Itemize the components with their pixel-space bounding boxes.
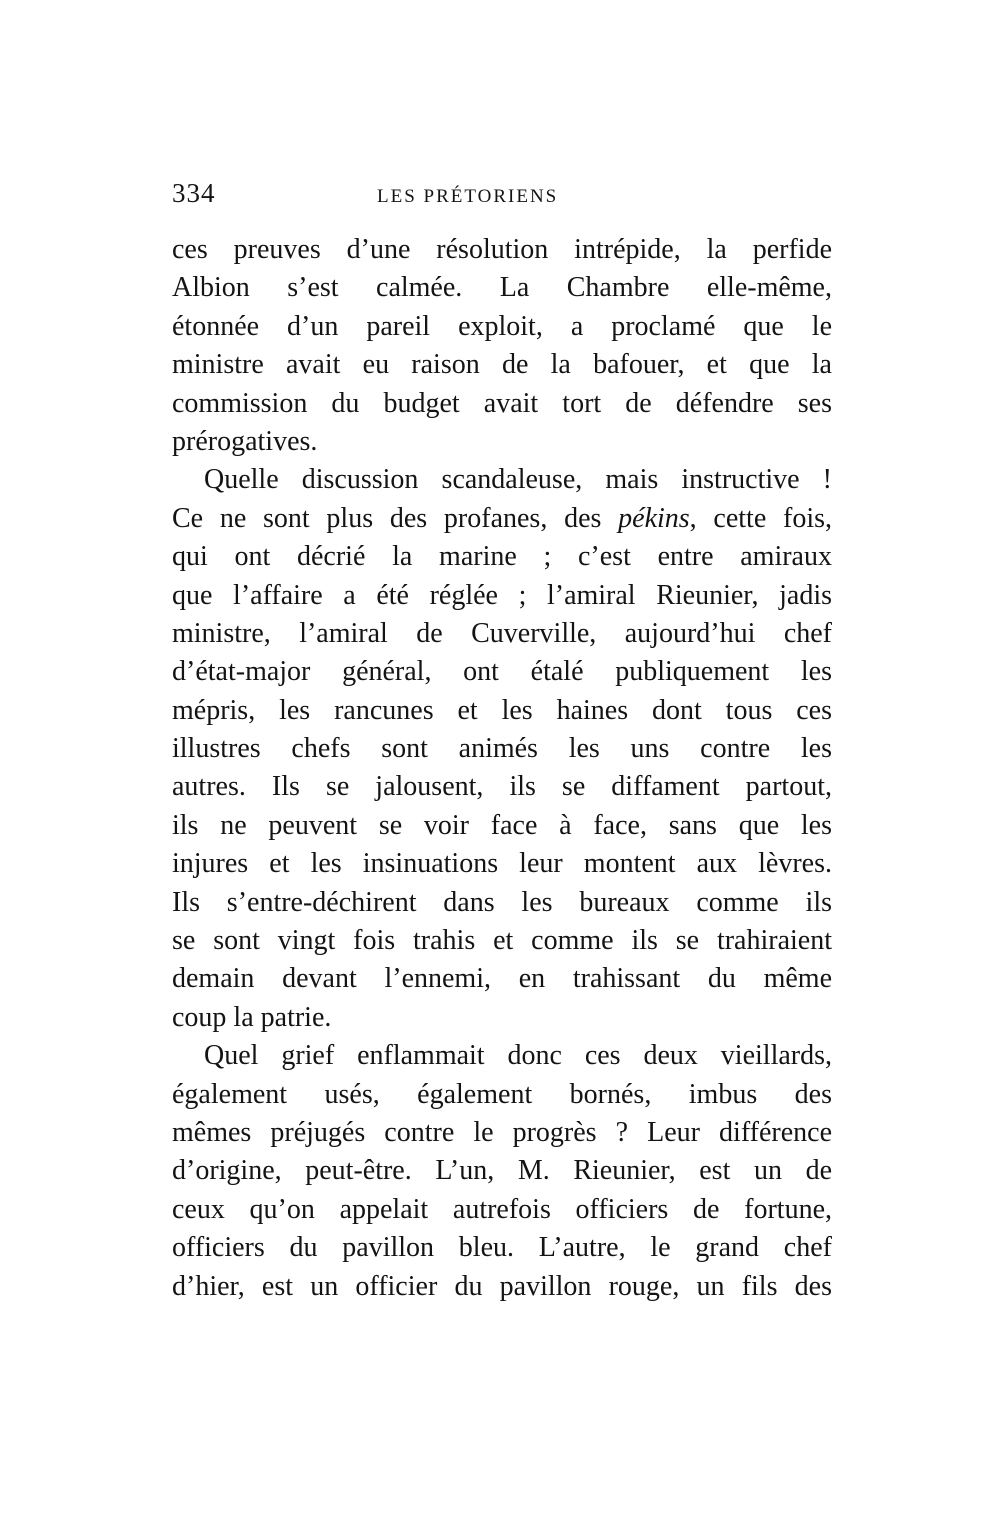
page-header	[172, 178, 832, 218]
text-fragment: , cette fois,	[689, 502, 832, 534]
text-line: ceux qu’on appelait autrefois officiers de fortune,	[172, 1193, 832, 1225]
text-line	[172, 500, 832, 538]
text-line: se sont vingt fois trahis et comme ils se trahiraient	[172, 925, 832, 957]
text-line: demain devant l’ennemi, en trahissant du même	[172, 963, 832, 995]
text-line: commission du budget avait tort de défendre ses	[172, 387, 832, 419]
text-line: étonnée d’un pareil exploit, a proclamé que le	[172, 310, 832, 342]
text-line: prérogatives.	[172, 425, 318, 457]
text-line: également usés, également bornés, imbus des	[172, 1078, 832, 1110]
text-line: illustres chefs sont animés les uns contre les	[172, 733, 832, 765]
running-title: LES PRÉTORIENS	[377, 186, 559, 207]
text-line: Quelle discussion scandaleuse, mais instructive !	[204, 464, 832, 496]
text-line: Quel grief enflammait donc ces deux vieillards,	[204, 1040, 832, 1072]
text-line: que l’affaire a été réglée ; l’amiral Rieunier, jadis	[172, 579, 832, 611]
page-number: 334	[172, 178, 216, 208]
italic-word: pékins	[618, 502, 690, 534]
text-line: d’origine, peut-être. L’un, M. Rieunier, est un de	[172, 1155, 832, 1187]
text-line: qui ont décrié la marine ; c’est entre amiraux	[172, 541, 832, 573]
text-line: mépris, les rancunes et les haines dont tous ces	[172, 694, 832, 726]
text-line: autres. Ils se jalousent, ils se diffament partout,	[172, 771, 832, 803]
text-line: d’état-major général, ont étalé publiquement les	[172, 656, 832, 688]
text-line: officiers du pavillon bleu. L’autre, le grand chef	[172, 1232, 832, 1264]
text-line: ministre, l’amiral de Cuverville, aujourd’hui chef	[172, 617, 832, 649]
text-line: d’hier, est un officier du pavillon rouge, un fils des	[172, 1270, 832, 1302]
text-line: coup la patrie.	[172, 1001, 332, 1033]
text-line: mêmes préjugés contre le progrès ? Leur différence	[172, 1116, 832, 1148]
text-line: ils ne peuvent se voir face à face, sans que les	[172, 809, 832, 841]
text-line: Albion s’est calmée. La Chambre elle-même,	[172, 272, 832, 304]
body-text	[172, 231, 832, 1306]
text-line: ces preuves d’une résolution intrépide, la perfide	[172, 234, 832, 265]
text-line: injures et les insinuations leur montent aux lèvres.	[172, 848, 832, 880]
text-fragment: Ce ne sont plus des profanes, des	[172, 502, 602, 534]
text-line: Ils s’entre-déchirent dans les bureaux comme ils	[172, 886, 832, 918]
text-line: ministre avait eu raison de la bafouer, et que la	[172, 349, 832, 381]
